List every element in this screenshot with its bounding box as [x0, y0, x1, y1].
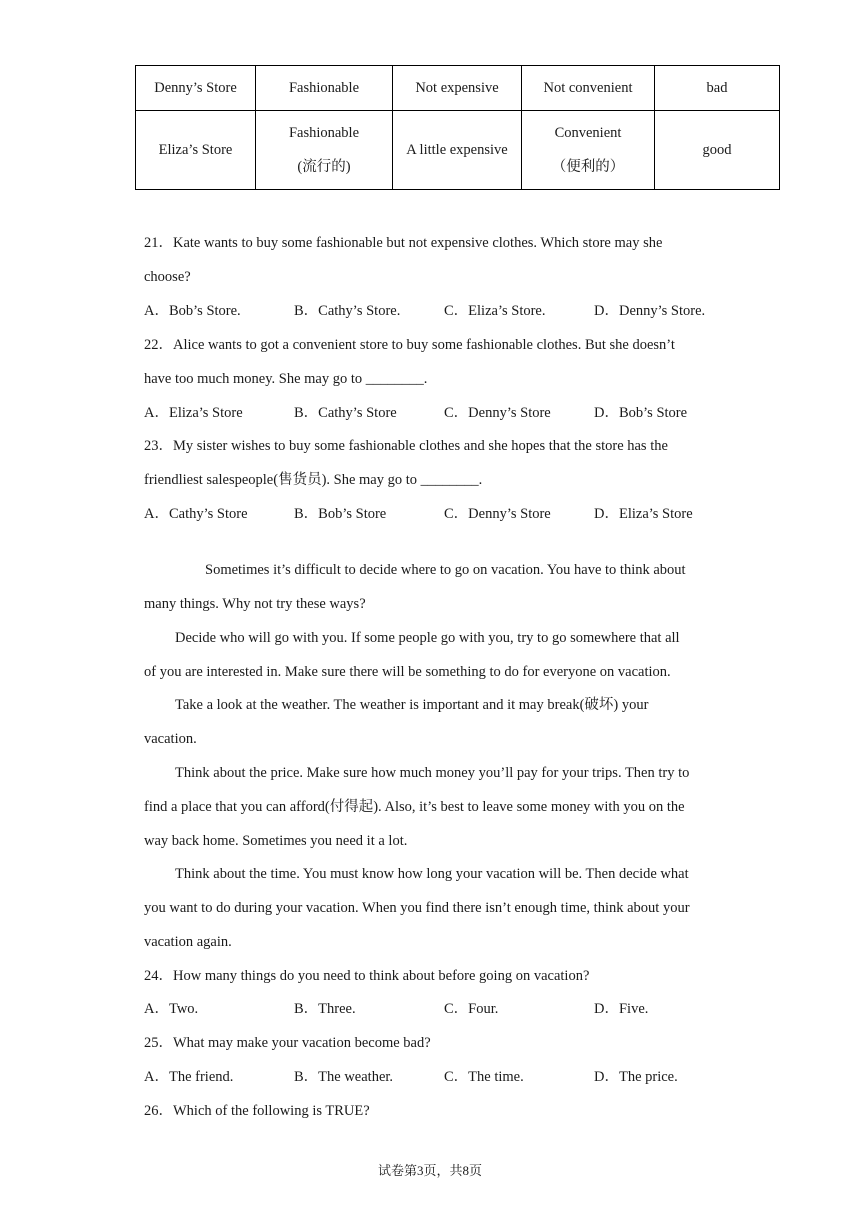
- passage-line: Take a look at the weather. The weather is important and it may break(破坏) your: [175, 697, 649, 713]
- table-cell: Denny’s Store: [136, 66, 256, 111]
- q22-option-a: A．Eliza’s Store: [144, 405, 243, 421]
- passage-line: way back home. Sometimes you need it a lot.: [144, 833, 408, 849]
- table-row: [136, 111, 780, 190]
- table-cell: good: [655, 111, 780, 190]
- question-22-text-cont: have too much money. She may go to ________.: [144, 371, 428, 387]
- store-comparison-table: [135, 65, 780, 190]
- table-cell: Eliza’s Store: [136, 111, 256, 190]
- q23-option-b: B．Bob’s Store: [294, 506, 387, 522]
- q22-option-c: C．Denny’s Store: [444, 405, 551, 421]
- table-cell: bad: [655, 66, 780, 111]
- passage-line: Decide who will go with you. If some people go with you, try to go somewhere that all: [175, 630, 680, 646]
- q21-option-c: C．Eliza’s Store.: [444, 303, 546, 319]
- q24-option-b: B．Three.: [294, 1001, 356, 1017]
- passage-line: Think about the time. You must know how long your vacation will be. Then decide what: [175, 866, 689, 882]
- passage-line: of you are interested in. Make sure there will be something to do for everyone on vacation.: [144, 664, 671, 680]
- question-21-text: 21．Kate wants to buy some fashionable but not expensive clothes. Which store may she: [144, 235, 663, 251]
- table-cell: Not expensive: [393, 66, 522, 111]
- table-cell: Fashionable (流行的): [256, 111, 393, 190]
- q25-option-b: B．The weather.: [294, 1069, 394, 1085]
- question-23-text: 23．My sister wishes to buy some fashionable clothes and she hopes that the store has the: [144, 438, 668, 454]
- question-26-text: 26．Which of the following is TRUE?: [144, 1103, 370, 1119]
- table-cell: Fashionable: [256, 66, 393, 111]
- q25-option-c: C．The time.: [444, 1069, 524, 1085]
- q22-option-b: B．Cathy’s Store: [294, 405, 397, 421]
- table-cell: Convenient （便利的）: [522, 111, 655, 190]
- table-row: [136, 66, 780, 111]
- passage-line: vacation again.: [144, 934, 232, 950]
- question-21-text-cont: choose?: [144, 269, 191, 285]
- page-footer: 试卷第3页，共8页: [377, 1163, 482, 1178]
- passage-line: Sometimes it’s difficult to decide where to go on vacation. You have to think about: [205, 562, 686, 578]
- q25-option-a: A．The friend.: [144, 1069, 234, 1085]
- q23-option-a: A．Cathy’s Store: [144, 506, 248, 522]
- q21-option-d: D．Denny’s Store.: [594, 303, 706, 319]
- passage-line: you want to do during your vacation. When you find there isn’t enough time, think about your: [144, 900, 690, 916]
- question-22-text: 22．Alice wants to got a convenient store to buy some fashionable clothes. But she doesn’t: [144, 337, 675, 353]
- q23-option-d: D．Eliza’s Store: [594, 506, 693, 522]
- passage-line: Think about the price. Make sure how much money you’ll pay for your trips. Then try to: [175, 765, 690, 781]
- table-cell: Not convenient: [522, 66, 655, 111]
- q24-option-d: D．Five.: [594, 1001, 649, 1017]
- q21-option-b: B．Cathy’s Store.: [294, 303, 401, 319]
- passage-line: find a place that you can afford(付得起). Also, it’s best to leave some money with you on the: [144, 799, 685, 815]
- q21-option-a: A．Bob’s Store.: [144, 303, 241, 319]
- question-23-text-cont: friendliest salespeople(售货员). She may go to ________.: [144, 472, 483, 488]
- q23-option-c: C．Denny’s Store: [444, 506, 551, 522]
- question-24-text: 24．How many things do you need to think about before going on vacation?: [144, 968, 590, 984]
- question-25-text: 25．What may make your vacation become bad?: [144, 1035, 431, 1051]
- table-cell: A little expensive: [393, 111, 522, 190]
- q24-option-c: C．Four.: [444, 1001, 499, 1017]
- passage-line: vacation.: [144, 731, 197, 747]
- passage-line: many things. Why not try these ways?: [144, 596, 366, 612]
- q22-option-d: D．Bob’s Store: [594, 405, 688, 421]
- q25-option-d: D．The price.: [594, 1069, 678, 1085]
- q24-option-a: A．Two.: [144, 1001, 199, 1017]
